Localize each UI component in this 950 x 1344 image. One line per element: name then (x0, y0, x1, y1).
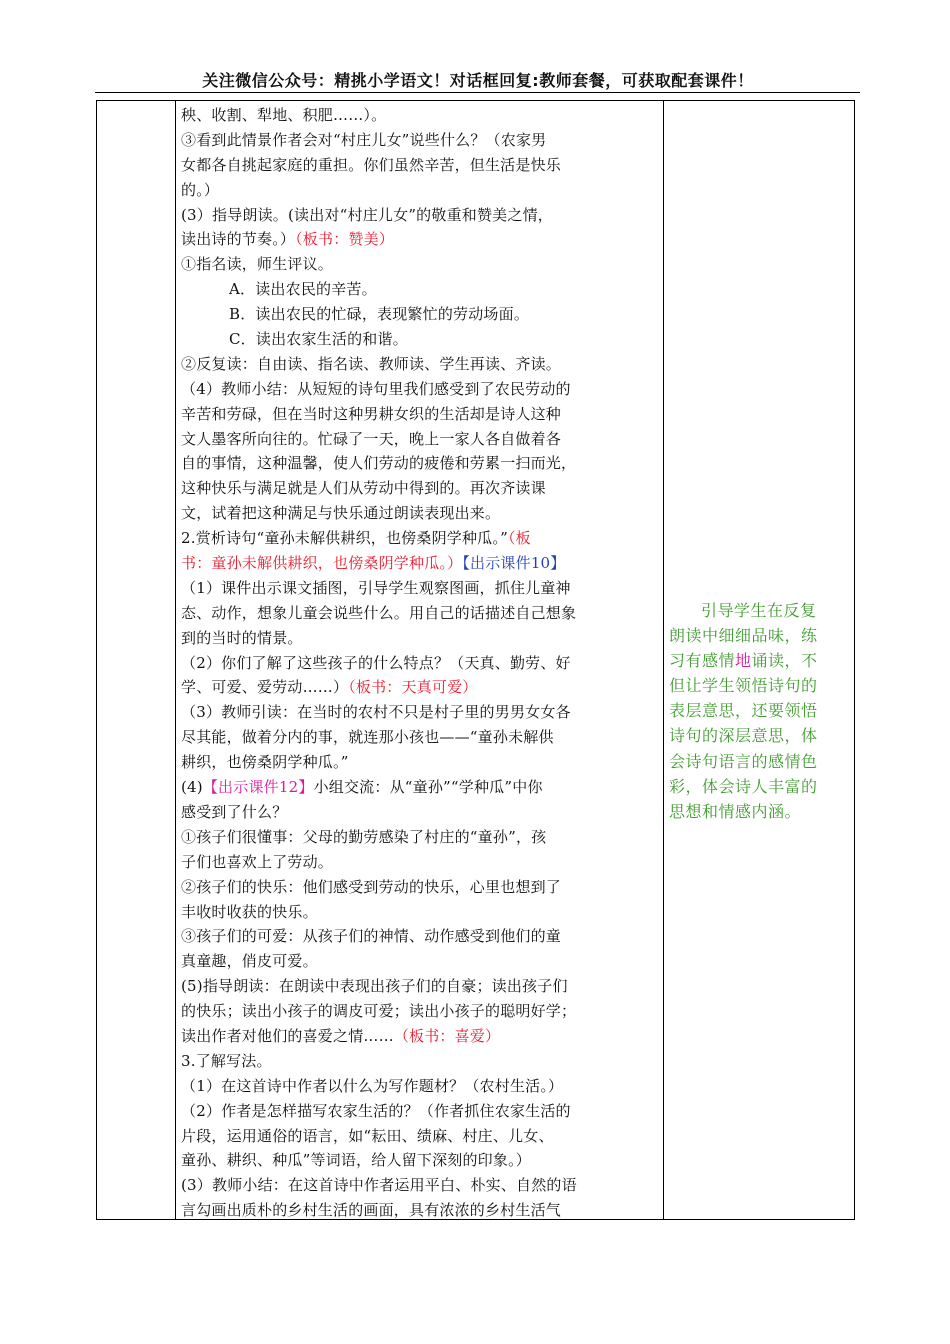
text-line: 态、动作，想象儿童会说些什么。用自己的话描述自己想象 (181, 603, 577, 622)
note-line: 彩，体会诗人丰富的 (669, 776, 818, 796)
text-span: (4) (181, 778, 203, 797)
note-line: 会诗句语言的感情色 (669, 751, 818, 771)
text-line: 秧、收割、犁地、积肥……）。 (181, 106, 387, 124)
text-line (181, 1024, 659, 1049)
note-span: 习有感情 (669, 651, 736, 671)
text-line: 3.了解写法。 (181, 1051, 272, 1070)
text-line: 辛苦和劳碌，但在当时这种男耕女织的生活却是诗人这种 (181, 404, 562, 423)
text-line: ②反复读：自由读、指名读、教师读、学生再读、齐读。 (181, 354, 562, 373)
text-line: 童孙、耕织、种瓜”等词语，给人留下深刻的印象。） (181, 1151, 531, 1170)
text-line: ①指名读，师生评议。 (181, 255, 334, 274)
text-line: 的。） (181, 180, 220, 199)
text-span: 2.赏析诗句“童孙未解供耕织，也傍桑阴学种瓜。” (181, 529, 508, 548)
text-line: (5)指导朗读：在朗读中表现出孩子们的自豪；读出孩子们 (181, 977, 568, 996)
note-span: 诵读，不 (751, 651, 818, 671)
text-line: ①孩子们很懂事：父母的勤劳感染了村庄的“童孙”，孩 (181, 827, 547, 846)
text-line: 女都各自挑起家庭的重担。你们虽然辛苦，但生活是快乐 (181, 155, 562, 174)
text-line: 尽其能，做着分内的事，就连那小孩也——“童孙未解供 (181, 728, 554, 747)
page-header: 关注微信公众号：精挑小学语文！对话框回复:教师套餐，可获取配套课件！ (202, 71, 754, 90)
text-span: 小组交流：从“童孙”“学种瓜”中你 (313, 778, 543, 797)
note-line: 引导学生在反复 (701, 601, 817, 620)
lesson-table (96, 100, 855, 1220)
text-line: （1）在这首诗中作者以什么为写作题材？（农村生活。） (181, 1076, 564, 1095)
column-divider-left (175, 101, 176, 1219)
text-line: （3）教师引读：在当时的农村不只是村子里的男男女女各 (181, 703, 571, 722)
text-line: 真童趣，俏皮可爱。 (181, 952, 318, 971)
text-span: 读出诗的节奏。） (181, 230, 296, 249)
text-line: 到的当时的情景。 (181, 628, 303, 647)
text-line: （4）教师小结：从短短的诗句里我们感受到了农民劳动的 (181, 379, 571, 398)
text-span: 读出作者对他们的喜爱之情…… (181, 1026, 394, 1045)
note-line: 表层意思，还要领悟 (669, 701, 818, 721)
design-intent-cell (669, 598, 847, 824)
courseware-tag: 【出示课件10】 (462, 554, 566, 573)
text-line (181, 227, 659, 252)
text-line: （2）你们了解了这些孩子的什么特点？（天真、勤劳、好 (181, 653, 571, 672)
text-line: B．读出农民的忙碌，表现繁忙的劳动场面。 (229, 305, 530, 324)
text-line (181, 526, 659, 551)
teaching-process-cell (181, 103, 659, 1223)
text-span: 学、可爱、爱劳动……） (181, 678, 349, 697)
text-line: ②孩子们的快乐：他们感受到劳动的快乐，心里也想到了 (181, 877, 562, 896)
text-line: 言勾画出质朴的乡村生活的画面，具有浓浓的乡村生活气 (181, 1201, 562, 1220)
text-line (181, 551, 659, 576)
note-line: 诗句的深层意思，体 (669, 726, 818, 746)
text-line (181, 675, 659, 700)
column-divider-right (663, 101, 664, 1219)
text-line: 丰收时收获的快乐。 (181, 902, 318, 921)
header-rule (95, 92, 860, 93)
text-line: C．读出农家生活的和谐。 (229, 330, 408, 349)
text-line (181, 775, 659, 800)
blackboard-note: （板书：喜爱） (393, 1026, 501, 1045)
text-line: 耕织，也傍桑阴学种瓜。” (181, 753, 349, 772)
courseware-tag: 【出示课件12】 (202, 778, 314, 797)
blackboard-note: （板书：天真可爱） (348, 678, 478, 697)
text-line: 子们也喜欢上了劳动。 (181, 852, 334, 871)
text-line: 这种快乐与满足就是人们从劳动中得到的。再次齐读课 (181, 479, 546, 498)
note-line (669, 648, 847, 673)
text-line: （1）课件出示课文插图，引导学生观察图画，抓住儿童神 (181, 578, 571, 597)
blackboard-note: （板书：赞美） (295, 230, 395, 249)
text-line: 的快乐；读出小孩子的调皮可爱；读出小孩子的聪明好学； (181, 1002, 577, 1021)
text-line: 感受到了什么？ (181, 802, 288, 821)
text-line: (3）指导朗读。(读出对“村庄儿女”的敬重和赞美之情， (181, 205, 553, 224)
blackboard-note: 书：童孙未解供耕织，也傍桑阴学种瓜。） (181, 554, 463, 573)
text-line: A．读出农民的辛苦。 (229, 280, 377, 299)
note-line: 但让学生领悟诗句的 (669, 676, 818, 696)
text-line: （2）作者是怎样描写农家生活的？（作者抓住农家生活的 (181, 1101, 571, 1120)
text-line: 文人墨客所向往的。忙碌了一天，晚上一家人各自做着各 (181, 429, 562, 448)
text-line: 自的事情，这种温馨，使人们劳动的疲倦和劳累一扫而光， (181, 454, 577, 473)
note-line: 思想和情感内涵。 (669, 801, 802, 821)
blackboard-note: （板 (507, 529, 531, 548)
note-highlight: 地 (735, 651, 752, 671)
text-line: ③孩子们的可爱：从孩子们的神情、动作感受到他们的童 (181, 927, 562, 946)
text-line: 片段，运用通俗的语言，如“耘田、绩麻、村庄、儿女、 (181, 1126, 554, 1145)
note-line: 朗读中细细品味，练 (669, 626, 818, 646)
text-line: ③看到此情景作者会对“村庄儿女”说些什么？（农家男 (181, 130, 547, 149)
text-line: (3）教师小结：在这首诗中作者运用平白、朴实、自然的语 (181, 1176, 577, 1195)
text-line: 文，试着把这种满足与快乐通过朗读表现出来。 (181, 504, 501, 523)
